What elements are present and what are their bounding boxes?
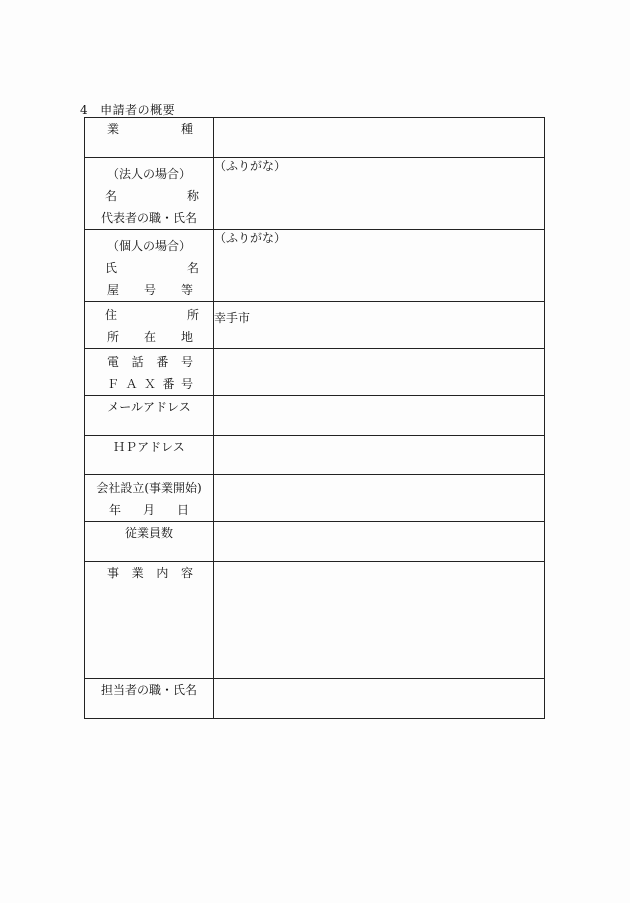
business-label-char: 容	[180, 566, 193, 580]
employees-label: 従業員数	[85, 522, 214, 562]
row-homepage	[85, 436, 545, 475]
applicant-overview-table	[84, 117, 545, 719]
row-phone-fax	[85, 349, 545, 396]
business-label-char: 業	[131, 566, 144, 580]
established-month-char: 月	[142, 503, 155, 517]
contact-label: 担当者の職・氏名	[85, 679, 214, 719]
established-label-line1: 会社設立(事業開始)	[96, 481, 202, 495]
corporate-label	[85, 158, 214, 230]
address-label-char: 所	[186, 308, 199, 322]
fax-label-char: Ａ	[125, 377, 138, 391]
row-individual	[85, 230, 545, 302]
section-heading	[80, 101, 175, 118]
fax-label-char: 号	[180, 377, 193, 391]
established-day-char: 日	[177, 503, 190, 517]
row-established	[85, 475, 545, 522]
section-number: 4	[80, 103, 89, 117]
row-business	[85, 562, 545, 679]
location-label-char: 在	[143, 330, 156, 344]
address-field[interactable]: 幸手市	[214, 302, 545, 349]
trade-name-label-char: 号	[143, 283, 156, 297]
fax-label-char: 番	[162, 377, 175, 391]
location-label-char: 所	[107, 330, 120, 344]
employees-field[interactable]	[214, 522, 545, 562]
email-label: メールアドレス	[85, 396, 214, 436]
corporate-rep-label: 代表者の職・氏名	[100, 211, 197, 225]
individual-field[interactable]: （ふりがな）	[214, 230, 545, 302]
corporate-name-label-char: 名	[105, 189, 118, 203]
row-corporate	[85, 158, 545, 230]
business-label-char: 内	[156, 566, 169, 580]
industry-label-char: 種	[180, 122, 193, 136]
fax-label-char: Ｘ	[143, 377, 156, 391]
address-label-char: 住	[105, 308, 118, 322]
row-industry	[85, 118, 545, 158]
email-field[interactable]	[214, 396, 545, 436]
business-label	[85, 562, 214, 679]
address-label	[85, 302, 214, 349]
established-field[interactable]	[214, 475, 545, 522]
phone-fax-label	[85, 349, 214, 396]
established-year-char: 年	[108, 503, 121, 517]
industry-label	[85, 118, 214, 158]
industry-field[interactable]	[214, 118, 545, 158]
individual-note: （個人の場合）	[106, 239, 191, 253]
phone-label-char: 号	[180, 355, 193, 369]
row-address	[85, 302, 545, 349]
corporate-note: （法人の場合）	[106, 167, 191, 181]
corporate-name-label-char: 称	[186, 189, 199, 203]
row-email	[85, 396, 545, 436]
row-employees	[85, 522, 545, 562]
individual-label	[85, 230, 214, 302]
fax-label-char: Ｆ	[107, 377, 120, 391]
location-label-char: 地	[180, 330, 193, 344]
business-label-char: 事	[107, 566, 120, 580]
business-field[interactable]	[214, 562, 545, 679]
corporate-field[interactable]: （ふりがな）	[214, 158, 545, 230]
section-title: 申請者の概要	[100, 103, 176, 117]
established-label	[85, 475, 214, 522]
contact-field[interactable]	[214, 679, 545, 719]
industry-label-char: 業	[107, 122, 120, 136]
individual-name-label-char: 氏	[105, 261, 118, 275]
trade-name-label-char: 等	[180, 283, 193, 297]
phone-fax-field[interactable]	[214, 349, 545, 396]
individual-name-label-char: 名	[186, 261, 199, 275]
row-contact	[85, 679, 545, 719]
phone-label-char: 電	[107, 355, 120, 369]
phone-label-char: 話	[131, 355, 144, 369]
trade-name-label-char: 屋	[107, 283, 120, 297]
phone-label-char: 番	[156, 355, 169, 369]
homepage-field[interactable]	[214, 436, 545, 475]
homepage-label: ＨＰアドレス	[85, 436, 214, 475]
